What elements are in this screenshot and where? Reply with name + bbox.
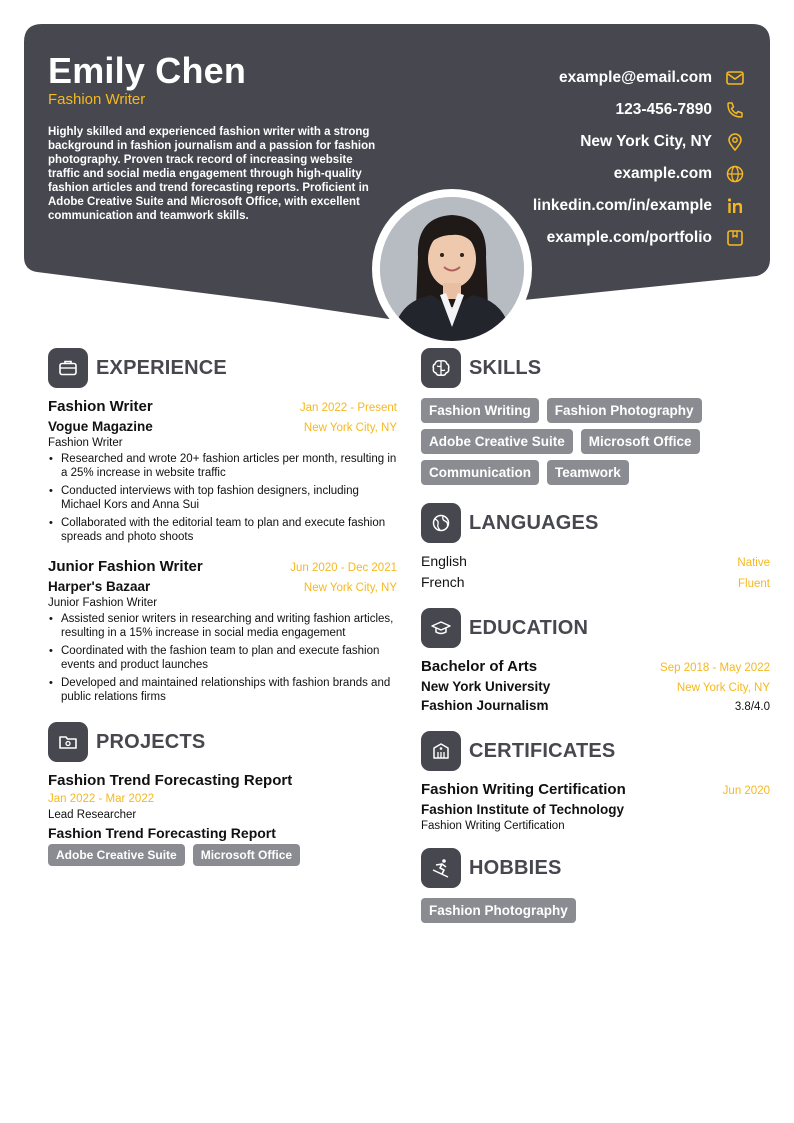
certificates-section-header xyxy=(421,731,770,771)
tool-chip: Adobe Creative Suite xyxy=(48,844,185,866)
job-location: New York City, NY xyxy=(303,582,397,594)
skills-section-header xyxy=(421,348,770,388)
job-bullets xyxy=(48,452,397,544)
graduation-cap-icon xyxy=(421,608,461,648)
certificate-description: Fashion Writing Certification xyxy=(421,820,565,832)
globe-icon xyxy=(724,163,746,185)
tool-chip: Microsoft Office xyxy=(193,844,300,866)
experience-title: EXPERIENCE xyxy=(96,356,227,379)
job-company: Harper's Bazaar xyxy=(48,579,151,594)
profile-photo-frame xyxy=(372,189,532,349)
education-location: New York City, NY xyxy=(676,682,770,694)
contact-location-text: New York City, NY xyxy=(580,133,712,150)
degree: Bachelor of Arts xyxy=(421,658,538,675)
skier-icon xyxy=(421,848,461,888)
project-name: Fashion Trend Forecasting Report xyxy=(48,772,293,789)
project-item xyxy=(48,772,397,872)
job-bullets xyxy=(48,612,397,704)
briefcase-icon xyxy=(48,348,88,388)
education-dates: Sep 2018 - May 2022 xyxy=(660,662,770,674)
projects-section-header xyxy=(48,722,397,762)
list-item: • Researched and wrote 20+ fashion articles per month, resulting in a 25% increase in website traffic xyxy=(48,452,397,480)
certificate-name: Fashion Writing Certification xyxy=(421,781,626,798)
mail-icon xyxy=(724,67,746,89)
language-name: English xyxy=(421,553,467,569)
skill-chip: Adobe Creative Suite xyxy=(421,429,573,454)
contact-linkedin-text[interactable]: linkedin.com/in/example xyxy=(532,197,712,214)
education-item xyxy=(421,658,770,713)
languages-section-header xyxy=(421,503,770,543)
language-name: French xyxy=(421,574,465,590)
skill-chip: Fashion Photography xyxy=(547,398,702,423)
contact-portfolio-text[interactable]: example.com/portfolio xyxy=(546,229,712,246)
field-of-study: Fashion Journalism xyxy=(421,698,549,713)
skill-chip: Teamwork xyxy=(547,460,629,485)
certificate-issuer: Fashion Institute of Technology xyxy=(421,802,624,817)
job-role: Junior Fashion Writer xyxy=(48,597,158,609)
resume-header xyxy=(24,24,770,324)
hobby-chip: Fashion Photography xyxy=(421,898,576,923)
left-column xyxy=(48,348,397,872)
contact-phone-text[interactable]: 123-456-7890 xyxy=(615,101,712,118)
job-position: Fashion Writer xyxy=(48,398,153,415)
languages-title: LANGUAGES xyxy=(469,511,599,534)
job-dates: Jan 2022 - Present xyxy=(299,402,397,414)
brain-icon xyxy=(421,348,461,388)
education-section-header xyxy=(421,608,770,648)
job-location: New York City, NY xyxy=(303,422,397,434)
skill-chip: Fashion Writing xyxy=(421,398,539,423)
skills-list xyxy=(421,398,770,491)
certificate-date: Jun 2020 xyxy=(722,785,770,797)
profile-summary: Highly skilled and experienced fashion writer with a strong background in fashion journalism and a passion for fashion photography. Proven track record of increasing website traffic and social media engagement through high-quality fashion articles and trend forecasting reports. Proficient in Adobe Creative Suite and Microsoft Office, with excellent communication and teamwork skills. xyxy=(48,126,376,222)
contact-email[interactable] xyxy=(426,62,746,94)
experience-item xyxy=(48,558,397,704)
project-role: Lead Researcher xyxy=(48,809,137,821)
job-position: Junior Fashion Writer xyxy=(48,558,203,575)
hobbies-section-header xyxy=(421,848,770,888)
list-item: • Coordinated with the fashion team to plan and execute fashion events and product launches xyxy=(48,644,397,672)
language-globe-icon xyxy=(421,503,461,543)
contact-website[interactable] xyxy=(426,158,746,190)
hobbies-list xyxy=(421,898,770,929)
language-level: Native xyxy=(737,557,770,569)
experience-item xyxy=(48,398,397,544)
education-title: EDUCATION xyxy=(469,616,589,639)
languages-list xyxy=(421,553,770,590)
project-description: Fashion Trend Forecasting Report xyxy=(48,825,276,841)
experience-section-header xyxy=(48,348,397,388)
list-item: • Conducted interviews with top fashion designers, including Michael Kors and Anna Sui xyxy=(48,484,397,512)
projects-title: PROJECTS xyxy=(96,730,206,753)
contact-phone[interactable] xyxy=(426,94,746,126)
skills-title: SKILLS xyxy=(469,356,542,379)
school: New York University xyxy=(421,679,551,694)
contact-email-text[interactable]: example@email.com xyxy=(559,69,712,86)
contact-location xyxy=(426,126,746,158)
skill-chip: Communication xyxy=(421,460,539,485)
right-column xyxy=(421,348,770,929)
certificate-building-icon xyxy=(421,731,461,771)
phone-icon xyxy=(724,99,746,121)
job-dates: Jun 2020 - Dec 2021 xyxy=(290,562,397,574)
contact-website-text[interactable]: example.com xyxy=(613,165,712,182)
certificate-item xyxy=(421,781,770,832)
list-item: • Collaborated with the editorial team to plan and execute fashion spreads and photo shoots xyxy=(48,516,397,544)
project-tools xyxy=(48,844,397,872)
candidate-name: Emily Chen xyxy=(48,50,247,91)
language-level: Fluent xyxy=(738,578,770,590)
certificates-title: CERTIFICATES xyxy=(469,739,616,762)
profile-photo xyxy=(380,197,524,341)
candidate-role: Fashion Writer xyxy=(48,91,146,108)
skill-chip: Microsoft Office xyxy=(581,429,700,454)
hobbies-title: HOBBIES xyxy=(469,856,562,879)
list-item: • Developed and maintained relationships with fashion brands and public relations firms xyxy=(48,676,397,704)
project-dates: Jan 2022 - Mar 2022 xyxy=(48,793,155,805)
gpa: 3.8/4.0 xyxy=(734,701,770,713)
portfolio-icon xyxy=(724,227,746,249)
language-row xyxy=(421,574,770,590)
linkedin-icon xyxy=(724,195,746,217)
list-item: • Assisted senior writers in researching and writing fashion articles, resulting in a 15% increase in social media engagement xyxy=(48,612,397,640)
job-company: Vogue Magazine xyxy=(48,419,153,434)
language-row xyxy=(421,553,770,569)
job-role: Fashion Writer xyxy=(48,437,123,449)
folder-icon xyxy=(48,722,88,762)
location-pin-icon xyxy=(724,131,746,153)
